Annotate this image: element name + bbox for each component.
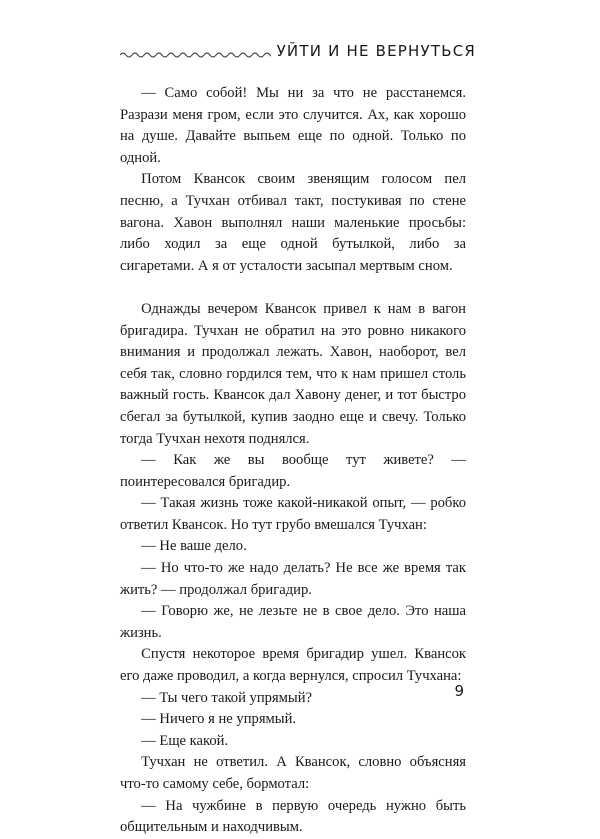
- paragraph: — Как же вы вообще тут живете? — поинтересовался бригадир.: [120, 452, 466, 490]
- paragraph: — Такая жизнь тоже какой-никакой опыт, — робко ответил Квансок. Но тут грубо вмешался Тучхан:: [120, 495, 466, 533]
- paragraph: Спустя некоторое время бригадир ушел. Квансок его даже проводил, а когда вернулся, спросил Тучхана:: [120, 646, 466, 685]
- body-text: [120, 83, 466, 839]
- paragraph: — Еще какой.: [141, 732, 229, 749]
- paragraph: — На чужбине в первую очередь нужно быть общительным и находчивым.: [120, 797, 466, 836]
- paragraph: — Само собой! Мы ни за что не расстанемся. Разрази меня гром, если это случится. Ах, как хорошо на душе. Давайте выпьем еще по одной. Только по одной.: [120, 85, 466, 166]
- paragraph: Потом Квансок своим звенящим голосом пел песню, а Тучхан отбивал такт, постукивая по стене вагона. Хавон выполнял наши маленькие просьбы: либо ходил за еще одной бутылкой, либо за сигаретами. А я от усталости засыпал мертвым сном.: [120, 171, 466, 274]
- paragraph: — Ничего я не упрямый.: [141, 711, 297, 728]
- paragraph: Однажды вечером Квансок привел к нам в вагон бригадира. Тучхан не обратил на это ровно никакого внимания и продолжал лежать. Хавон, наоборот, вел себя так, словно гордился тем, что к нам пришел столь важный гость. Квансок дал Хавону денег, и тот быстро сбегал за бутылкой, купив заодно еще и свечу. Только тогда Тучхан нехотя поднялся.: [120, 300, 466, 447]
- running-header: [120, 42, 480, 68]
- paragraph: — Ты чего такой упрямый?: [141, 689, 313, 706]
- paragraph: — Но что-то же надо делать? Не все же время так жить? — продолжал бригадир.: [120, 560, 466, 598]
- running-title: УЙТИ И НЕ ВЕРНУТЬСЯ: [271, 42, 476, 60]
- paragraph: — Не ваше дело.: [141, 538, 247, 555]
- paragraph: — Говорю же, не лезьте не в свое дело. Это наша жизнь.: [120, 603, 466, 641]
- section-break: [120, 277, 466, 299]
- paragraph: Тучхан не ответил. А Квансок, словно объясняя что-то самому себе, бормотал:: [120, 754, 466, 792]
- page-number: 9: [454, 682, 464, 700]
